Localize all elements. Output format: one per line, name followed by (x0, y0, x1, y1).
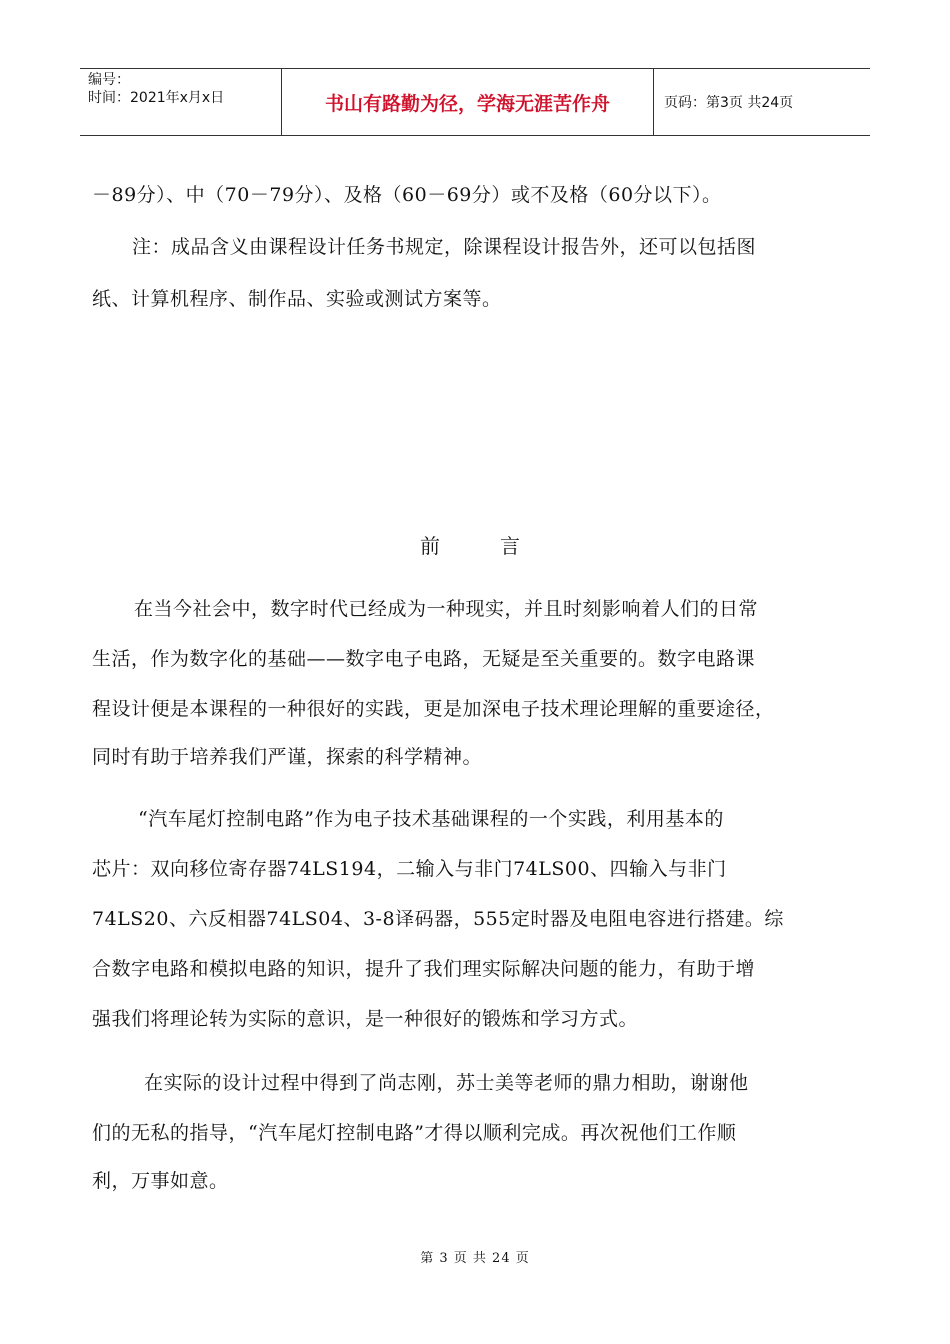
note-line-continued: 纸、计算机程序、制作品、实验或测试方案等。 (92, 288, 502, 310)
time-label: 时间：2021年x月x日 (88, 90, 225, 106)
preface-line: 74LS20、六反相器74LS04、3-8译码器，555定时器及电阻电容进行搭建。综 (92, 908, 784, 930)
preface-line: 强我们将理论转为实际的意识，是一种很好的锻炼和学习方式。 (92, 1008, 639, 1030)
preface-line: 们的无私的指导，“汽车尾灯控制电路”才得以顺利完成。再次祝他们工作顺 (92, 1122, 737, 1144)
preface-line: 在当今社会中，数字时代已经成为一种现实，并且时刻影响着人们的日常 (134, 598, 759, 620)
preface-line: 在实际的设计过程中得到了尚志刚，苏士美等老师的鼎力相助，谢谢他 (144, 1072, 749, 1094)
header-meta-cell (80, 69, 282, 135)
motto-text: 书山有路勤为径，学海无涯苦作舟 (324, 92, 610, 115)
preface-line: 同时有助于培养我们严谨，探索的科学精神。 (92, 746, 483, 768)
motto-cell (282, 69, 654, 135)
preface-line: 利，万事如意。 (92, 1170, 229, 1192)
preface-line: 合数字电路和模拟电路的知识，提升了我们理实际解决问题的能力，有助于增 (92, 958, 756, 980)
section-title: 前言 (420, 534, 580, 558)
page-code: 页码：第3页 共24页 (664, 95, 794, 111)
preface-line: 芯片：双向移位寄存器74LS194，二输入与非门74LS00、四输入与非门 (92, 858, 727, 880)
page-code-cell (654, 69, 870, 135)
number-label: 编号： (88, 72, 130, 88)
document-header (80, 68, 870, 136)
body-line: －89分）、中（70－79分）、及格（60－69分）或不及格（60分以下）。 (92, 184, 722, 206)
preface-line: 程设计便是本课程的一种很好的实践，更是加深电子技术理论理解的重要途径， (92, 698, 775, 720)
preface-line: “汽车尾灯控制电路”作为电子技术基础课程的一个实践，利用基本的 (138, 808, 724, 830)
page-footer: 第 3 页 共 24 页 (420, 1251, 530, 1266)
note-line: 注：成品含义由课程设计任务书规定，除课程设计报告外，还可以包括图 (132, 236, 757, 258)
preface-line: 生活，作为数字化的基础——数字电子电路，无疑是至关重要的。数字电路课 (92, 648, 756, 670)
